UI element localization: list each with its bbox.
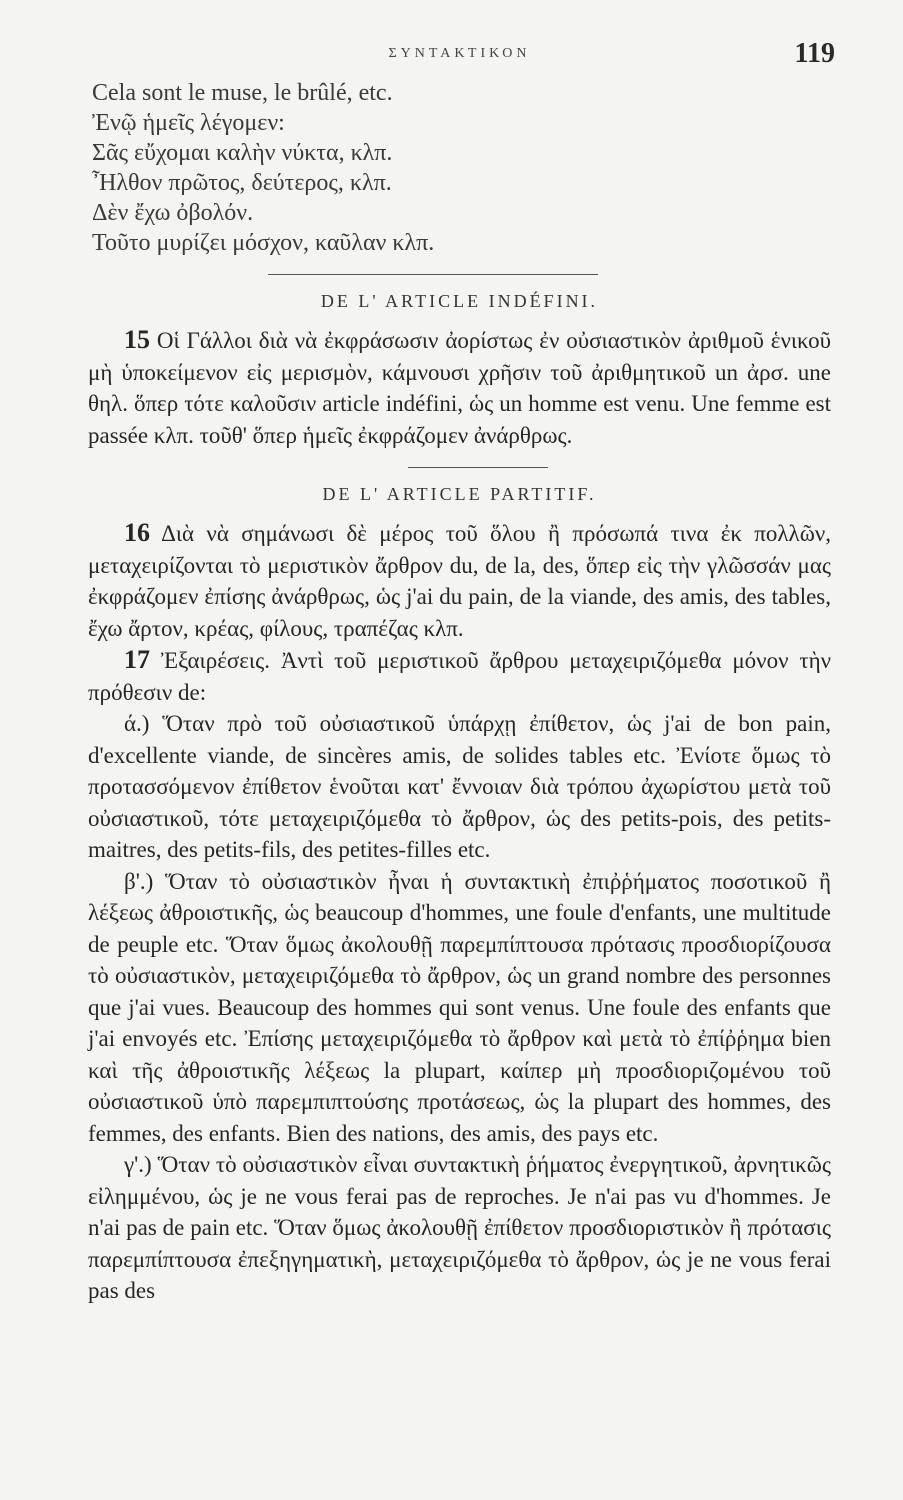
example-line: Ἦλθον πρῶτος, δεύτερος, κλπ.	[92, 170, 392, 196]
paragraph-number: ά.)	[124, 711, 150, 736]
section-indefinite-article	[88, 291, 831, 451]
section-title: DE L' ARTICLE INDÉFINI.	[320, 291, 599, 311]
paragraph-number: 16	[124, 518, 150, 547]
section-partitive-article	[88, 484, 831, 1307]
paragraph-number: 15	[124, 325, 150, 354]
running-title: ΣΥΝΤΑΚΤΙΚΟΝ	[388, 46, 531, 61]
paragraph-number: 17	[124, 645, 150, 674]
paragraph-number: β'.)	[124, 868, 154, 894]
examples-block	[88, 78, 831, 258]
example-line: Δὲν ἔχω ὀβολόν.	[92, 200, 254, 226]
paragraph-text: Ὅταν τὸ οὐσιαστικὸν ἦναι ἡ συντακτικὴ ἐπιῤῥήματος ποσοτικοῦ ἢ λέξεως ἀθροιστικῆς, ὡς beaucoup d'hommes, une foule d'enfants, une multitude de peuple etc. Ὅταν ὅμως ἀκολουθῇ παρεμπίπτουσα πρότασις προσδιορίζουσα τὸ οὐσιαστικὸν, μεταχειριζόμεθα τὸ ἄρθρον, ὡς un grand nombre des personnes que j'ai vues. Beaucoup des hommes qui sont venus. Une foule des enfants que j'ai envoyés etc. Ἐπίσης μεταχειριζόμεθα τὸ ἄρθρον καὶ μετὰ τὸ ἐπίῤῥημα bien καὶ τῆς ἀθροιστικῆς λέξεως la plupart, καίπερ μὴ προσδιοριζομένου τοῦ οὐσιαστικοῦ ὑπὸ παρεμπιπτούσης προτάσεως, ὡς la plupart des hommes, des femmes, des enfants. Bien des nations, des amis, des pays etc.	[88, 868, 831, 1146]
example-line: Ἐνῷ ἡμεῖς λέγομεν:	[92, 110, 285, 136]
paragraph-text: Ὅταν πρὸ τοῦ οὐσιαστικοῦ ὑπάρχῃ ἐπίθετον, ὡς j'ai de bon pain, d'excellente viande, de sincères amis, de solides tables etc. Ἐνίοτε ὅμως τὸ προτασσόμενον ἐπίθετον ἑνοῦται κατ' ἔννοιαν διὰ τρόπου ἀχωρίστου μετὰ τοῦ οὐσιαστικοῦ, τότε μεταχειριζόμεθα τὸ ἄρθρον, ὡς des petits-pois, des petits-maitres, des petits-fils, des petites-filles etc.	[88, 711, 831, 862]
paragraph-text: Ὅταν τὸ οὐσιαστικὸν εἶναι συντακτικὴ ῥήματος ἐνεργητικοῦ, ἀρνητικῶς εἰλημμένου, ὡς je ne vous ferai pas de reproches. Je n'ai pas vu d'hommes. Je n'ai pas de pain etc. Ὅταν ὅμως ἀκολουθῇ ἐπίθετον προσδιοριστικὸν ἢ πρότασις παρεμπίπτουσα ἐπεξηγηματικὴ, μεταχειριζόμεθα τὸ ἄρθρον, ὡς je ne vous ferai pas des	[88, 1152, 831, 1303]
example-line: Σᾶς εὔχομαι καλὴν νύκτα, κλπ.	[92, 140, 393, 166]
example-line: Cela sont le muse, le brûlé, etc.	[92, 80, 393, 106]
section-divider	[268, 274, 598, 275]
section-title: DE L' ARTICLE PARTITIF.	[322, 484, 597, 504]
page-header	[88, 38, 835, 78]
paragraph-text: Διὰ νὰ σημάνωσι δὲ μέρος τοῦ ὅλου ἢ πρόσωπά τινα ἐκ πολλῶν, μεταχειρίζονται τὸ μεριστικὸν ἄρθρον du, de la, des, ὅπερ εἰς τὴν γλῶσσάν μας ἐκφράζομεν ἐπίσης ἀνάρθρως, ὡς j'ai du pain, de la viande, des amis, des tables, ἔχω ἄρτον, κρέας, φίλους, τραπέζας κλπ.	[88, 521, 831, 641]
page-number: 119	[794, 38, 835, 69]
paragraph	[88, 517, 831, 644]
section-divider	[408, 467, 548, 468]
paragraph	[88, 866, 831, 1150]
example-line: Τοῦτο μυρίζει μόσχον, καῦλαν κλπ.	[92, 230, 435, 256]
paragraph-number: γ'.)	[124, 1152, 152, 1177]
paragraph-text: Ἐξαιρέσεις. Ἀντὶ τοῦ μεριστικοῦ ἄρθρου μεταχειριζόμεθα μόνον τὴν πρόθεσιν de:	[88, 648, 832, 705]
paragraph-text: Οἱ Γάλλοι διὰ νὰ ἐκφράσωσιν ἀορίστως ἐν οὐσιαστικὸν ἀριθμοῦ ἑνικοῦ μὴ ὑποκείμενον εἰς μερισμὸν, κάμνουσι χρῆσιν τοῦ ἀριθμητικοῦ un ἀρσ. une θηλ. ὅπερ τότε καλοῦσιν article indéfini, ὡς un homme est venu. Une femme est passée κλπ. τοῦθ' ὅπερ ἡμεῖς ἐκφράζομεν ἀνάρθρως.	[88, 328, 832, 448]
paragraph	[88, 708, 831, 866]
paragraph	[88, 324, 831, 451]
paragraph	[88, 1149, 831, 1307]
paragraph	[88, 644, 831, 708]
